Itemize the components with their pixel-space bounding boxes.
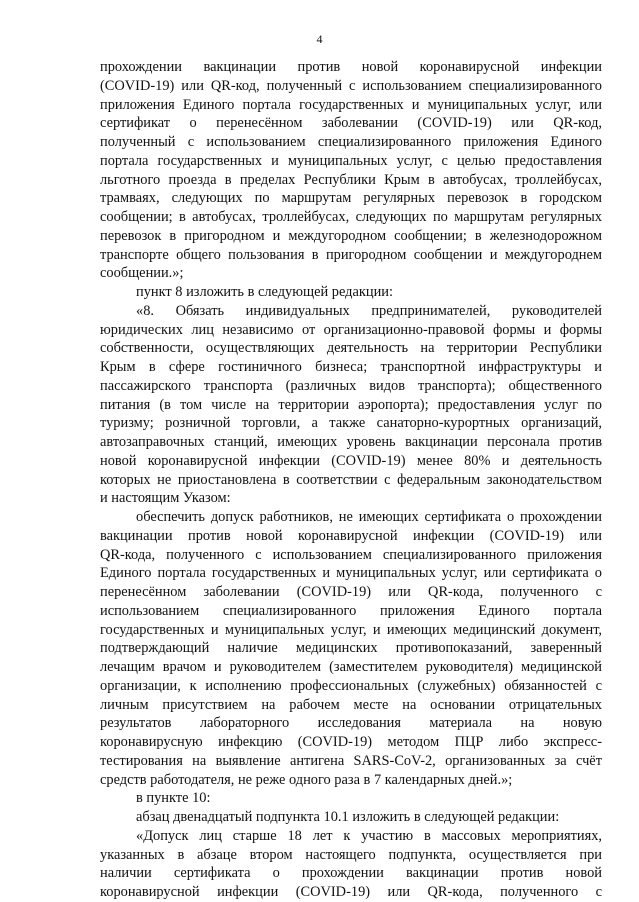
text-line: новой коронавирусной инфекции (COVID-19) менее 80% и деятельность bbox=[100, 452, 602, 469]
text-line: Крым в сфере гостиничного бизнеса; транспортной инфраструктуры и bbox=[100, 359, 602, 375]
text-line: государственных и муниципальных услуг, и имеющих медицинский документ, bbox=[100, 621, 602, 638]
text-line: питания (в том числе на территории аэропорта); предоставления услуг по bbox=[100, 396, 602, 413]
text-line: пункт 8 изложить в следующей редакции: bbox=[136, 284, 393, 300]
text-line: подтверждающий наличие медицинских противопоказаний, заверенный bbox=[100, 640, 602, 657]
text-line: коронавирусной инфекции (COVID-19) или QR-кода, полученного с bbox=[100, 884, 602, 900]
text-line: туризму; розничной торговли, а также санаторно-курортных организаций, bbox=[100, 415, 602, 432]
text-line: вакцинации против новой коронавирусной инфекции (COVID-19) или bbox=[100, 527, 602, 544]
text-line: сообщении; в автобусах, троллейбусах, следующих по маршрутам регулярных bbox=[100, 209, 602, 225]
text-line: лечащим врачом и руководителем (заместителем руководителя) медицинской bbox=[100, 659, 602, 675]
text-line: коронавирусную инфекцию (COVID-19) методом ПЦР либо экспресс- bbox=[100, 734, 602, 750]
text-line: юридических лиц независимо от организационно-правовой формы и формы bbox=[100, 321, 602, 338]
text-line: (COVID-19) или QR-код, полученный с использованием специализированного bbox=[100, 77, 602, 94]
page-number: 4 bbox=[316, 32, 323, 46]
text-line: льготного проезда в пределах Республики Крым в автобусах, троллейбусах, bbox=[100, 171, 602, 188]
text-line: результатов лабораторного исследования материала на новую bbox=[100, 715, 602, 732]
text-line: абзац двенадцатый подпункта 10.1 изложить в следующей редакции: bbox=[136, 809, 560, 825]
text-line: портала государственных и муниципальных услуг, с целью предоставления bbox=[100, 152, 602, 169]
text-line: организации, к исполнению профессиональных (служебных) обязанностей с bbox=[100, 677, 602, 694]
text-line: наличии сертификата о прохождении вакцинации против новой bbox=[100, 865, 602, 882]
text-line: личным присутствием на рабочем месте на основании отрицательных bbox=[100, 696, 602, 713]
text-line: использованием специализированного приложения Единого портала bbox=[100, 602, 602, 619]
text-line: «8. Обязать индивидуальных предпринимателей, руководителей bbox=[136, 302, 602, 319]
text-line: указанных в абзаце втором настоящего подпункта, осуществляется при bbox=[100, 846, 602, 863]
text-line: полученный с использованием специализированного приложения Единого bbox=[100, 134, 602, 150]
text-line: собственности, осуществляющих деятельность на территории Республики bbox=[100, 340, 602, 357]
text-line: и настоящим Указом: bbox=[100, 490, 231, 507]
text-line: которых не приостановлена в соответствии с федеральным законодательством bbox=[100, 471, 602, 488]
text-line: перевозок в пригородном и междугородном сообщении; в железнодорожном bbox=[100, 227, 602, 244]
text-line: автозаправочных станций, имеющих уровень вакцинации персонала против bbox=[100, 434, 602, 450]
text-line: Единого портала государственных и муниципальных услуг, или сертификата о bbox=[100, 565, 602, 582]
text-line: обеспечить допуск работников, не имеющих сертификата о прохождении bbox=[136, 509, 602, 525]
text-line: приложения Единого портала государственных и муниципальных услуг, или bbox=[100, 96, 602, 113]
text-line: прохождении вакцинации против новой коронавирусной инфекции bbox=[100, 59, 602, 75]
text-line: перенесённом заболевании (COVID-19) или QR-кода, полученного с bbox=[100, 584, 602, 600]
text-line: пассажирского транспорта (различных видов транспорта); общественного bbox=[100, 377, 602, 394]
text-line: тестирования на выявление антигена SARS-CoV-2, организованных за счёт bbox=[100, 752, 602, 769]
text-line: QR-кода, полученного с использованием специализированного приложения bbox=[100, 546, 602, 563]
text-line: средств работодателя, не реже одного раза в 7 календарных дней.»; bbox=[100, 771, 513, 788]
document-body bbox=[100, 58, 602, 902]
text-line: сообщении.»; bbox=[100, 265, 184, 282]
text-line: «Допуск лиц старше 18 лет к участию в массовых мероприятиях, bbox=[136, 827, 602, 844]
text-line: трамваях, следующих по маршрутам регулярных перевозок в городском bbox=[100, 190, 602, 207]
text-line: транспорте общего пользования в пригородном сообщении и междугороднем bbox=[100, 246, 602, 263]
text-line: сертификат о перенесённом заболевании (COVID-19) или QR-код, bbox=[100, 115, 602, 132]
text-line: в пункте 10: bbox=[136, 790, 211, 807]
